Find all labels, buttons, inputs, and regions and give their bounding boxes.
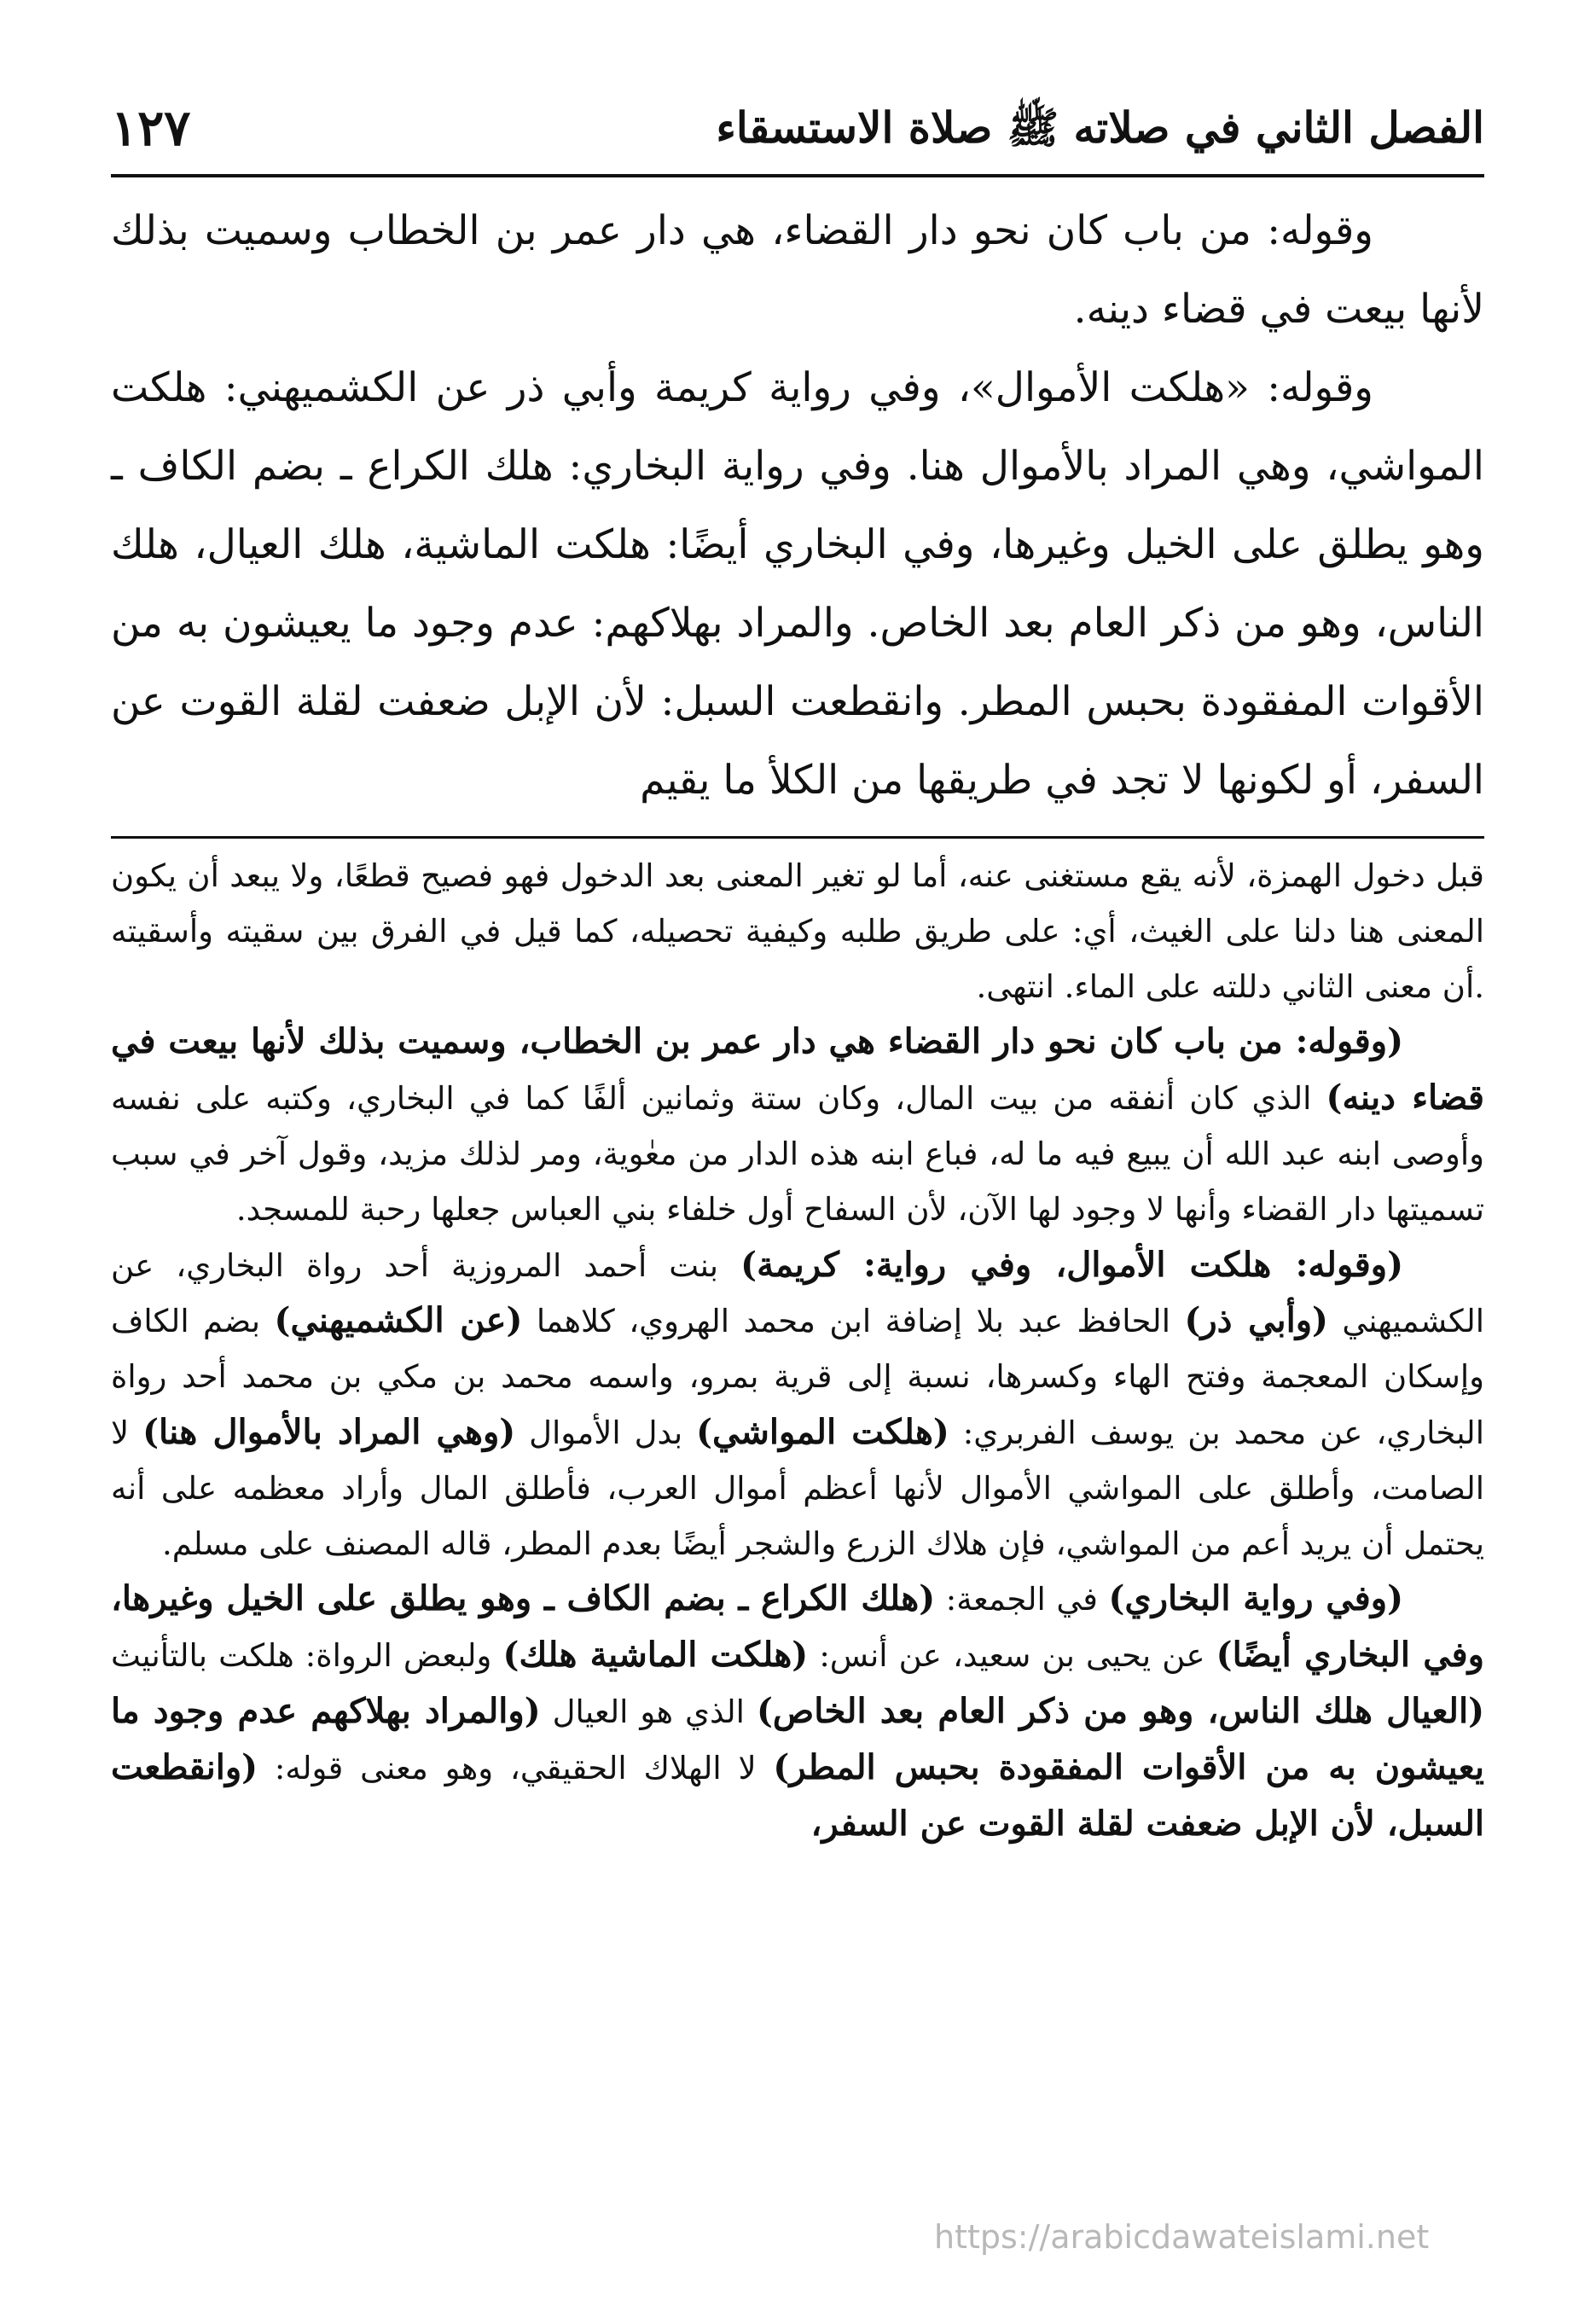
main-text (111, 192, 1484, 820)
note-text: في الجمعة: (935, 1581, 1109, 1618)
note-lemma: (وأبي ذر) (1184, 1300, 1328, 1341)
note-lemma: (هلك الكراع ـ بضم الكاف ـ وهو يطلق على الخيل وغيرها، وفي البخاري أيضًا) (111, 1578, 1484, 1676)
note-lemma: (وقوله: من باب كان نحو دار القضاء هي دار عمر بن الخطاب، وسميت بذلك لأنها بيعت في قضاء دينه) (111, 1021, 1484, 1118)
note-text: بدل الأموال (515, 1414, 697, 1451)
note-paragraph (111, 1014, 1484, 1237)
note-lemma: (هلكت المواشي) (696, 1411, 949, 1452)
note-lemma: (هلكت الماشية هلك) (502, 1635, 809, 1676)
header-rule (111, 174, 1484, 177)
note-text: ولبعض الرواة: هلكت بالتأنيث (111, 1637, 503, 1675)
note-lemma: (وفي رواية البخاري) (1108, 1578, 1403, 1619)
note-paragraph (111, 1572, 1484, 1852)
note-text: الحافظ عبد بلا إضافة ابن محمد الهروي، كلاهما (522, 1303, 1185, 1340)
note-lemma: (وانقطعت السبل، لأن الإبل ضعفت لقلة القوت عن السفر، (111, 1746, 1484, 1844)
note-paragraph (111, 1238, 1484, 1572)
running-title: الفصل الثاني في صلاته ﷺ صلاة الاستسقاء (716, 102, 1484, 153)
note-text: الذي هو العيال (540, 1693, 757, 1730)
note-text: لا الصامت، وأطلق على المواشي الأموال لأنها أعظم أموال العرب، فأطلق المال وأراد معظمه على أنه يحتمل أن يريد أعم من المواشي، فإن هلاك الزرع والشجر أيضًا بعدم المطر، قاله المصنف على مسلم. (111, 1414, 1484, 1562)
note-continuation: قبل دخول الهمزة، لأنه يقع مستغنى عنه، أما لو تغير المعنى بعد الدخول فهو فصيح قطعًا، ولا يبعد أن يكون المعنى هنا دلنا على الغيث، أي: على طريق طلبه وكيفية تحصيله، كما قيل في الفرق بين سقيته وأسقيته .أن معنى الثاني دللته على الماء. انتهى. (111, 857, 1484, 1005)
commentary-notes (111, 849, 1484, 1852)
page-header (111, 94, 1484, 162)
page-number: ١٢٧ (111, 99, 191, 157)
note-text: الذي كان أنفقه من بيت المال، وكان ستة وثمانين ألفًا كما في البخاري، وكتبه على نفسه وأوصى ابنه عبد الله أن يبيع فيه ما له، فباع ابنه هذه الدار من معٰوية، ومر لذلك مزيد، وقول آخر في سبب تسميتها دار القضاء وأنها لا وجود لها الآن، لأن السفاح أول خلفاء بني العباس جعلها رحبة للمسجد. (111, 1080, 1484, 1228)
note-text: عن يحيى بن سعيد، عن أنس: (808, 1637, 1216, 1675)
note-text: لا الهلاك الحقيقي، وهو معنى قوله: (258, 1749, 774, 1787)
watermark-url: https://arabicdawateislami.net (934, 2218, 1430, 2256)
note-lemma: (والمراد بهلاكهم عدم وجود ما يعيشون به من الأقوات المفقودة بحبس المطر) (111, 1690, 1484, 1787)
note-lemma: (عن الكشميهني) (274, 1300, 523, 1341)
note-lemma: (وهي المراد بالأموال هنا) (142, 1411, 516, 1452)
note-text: بضم الكاف وإسكان المعجمة وفتح الهاء وكسرها، نسبة إلى قرية بمرو، واسمه محمد بن مكي بن محمد أحد رواة البخاري، عن محمد بن يوسف الفربري: (111, 1303, 1484, 1451)
main-paragraph: وقوله: «هلكت الأموال»، وفي رواية كريمة وأبي ذر عن الكشميهني: هلكت المواشي، وهي المراد بالأموال هنا. وفي رواية البخاري: هلك الكراع ـ بضم الكاف ـ وهو يطلق على الخيل وغيرها، وفي البخاري أيضًا: هلكت الماشية، هلك العيال، هلك الناس، وهو من ذكر العام بعد الخاص. والمراد بهلاكهم: عدم وجود ما يعيشون به من الأقوات المفقودة بحبس المطر. وانقطعت السبل: لأن الإبل ضعفت لقلة القوت عن السفر، أو لكونها لا تجد في طريقها من الكلأ ما يقيم (111, 364, 1484, 804)
note-lemma: (العيال هلك الناس، وهو من ذكر العام بعد الخاص) (756, 1690, 1484, 1731)
note-lemma: (وقوله: هلكت الأموال، وفي رواية: كريمة) (740, 1244, 1404, 1285)
main-paragraph: وقوله: من باب كان نحو دار القضاء، هي دار عمر بن الخطاب وسميت بذلك لأنها بيعت في قضاء دينه. (111, 207, 1484, 333)
note-text: بنت أحمد المروزية أحد رواة البخاري، عن الكشميهني (111, 1246, 1484, 1340)
footnote-separator (111, 836, 1484, 839)
